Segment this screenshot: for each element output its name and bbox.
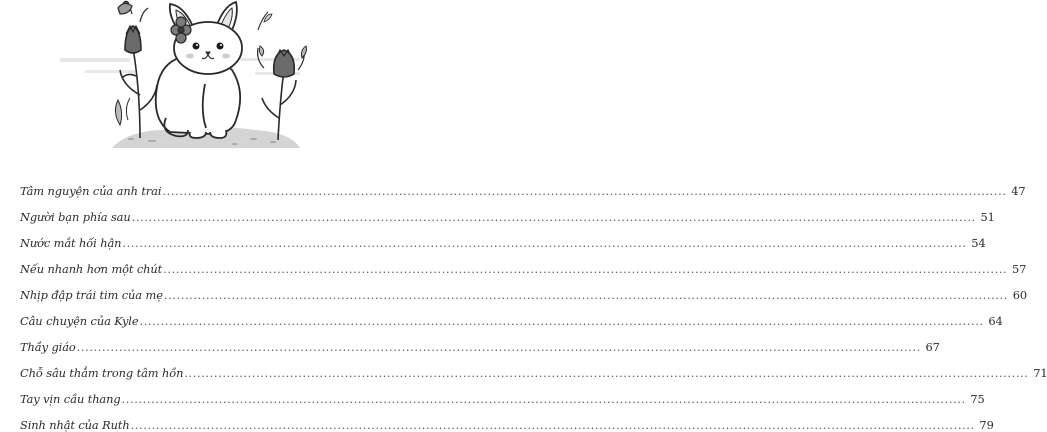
- right-flower: [258, 12, 307, 140]
- toc-entry[interactable]: [20, 306, 1003, 328]
- toc-entry[interactable]: [20, 254, 1027, 276]
- small-bird: [118, 3, 132, 14]
- toc-leader-dots: ........................................................................................................................................................................................................: [163, 262, 1008, 276]
- left-flowers: [115, 2, 157, 139]
- toc-entry-title: Nước mắt hối hận: [20, 236, 122, 250]
- toc-entry-page-number: 54: [971, 236, 986, 250]
- toc-entry-title: Tay vịn cầu thang: [20, 392, 121, 406]
- toc-leader-dots: ........................................................................................................................................................................................................: [121, 392, 966, 406]
- toc-entry-page-number: 51: [980, 210, 995, 224]
- toc-entry-title: Nhịp đập trái tim của mẹ: [20, 288, 163, 302]
- bunny-illustration: [0, 0, 400, 170]
- toc-entry[interactable]: [20, 228, 986, 250]
- toc-entry-page-number: 67: [925, 340, 940, 354]
- toc-entry-page-number: 57: [1011, 262, 1027, 276]
- toc-entry-page-number: 47: [1011, 184, 1026, 198]
- toc-entry-title: Câu chuyện của Kyle: [20, 314, 139, 328]
- toc-entry-title: Thầy giáo: [20, 340, 76, 354]
- toc-entry-title: Tâm nguyện của anh trai: [20, 184, 162, 198]
- toc-leader-dots: ........................................................................................................................................................................................................: [184, 366, 1029, 380]
- toc-entry-page-number: 71: [1033, 366, 1047, 380]
- toc-leader-dots: ........................................................................................................................................................................................................: [122, 236, 967, 250]
- toc-leader-dots: ........................................................................................................................................................................................................: [130, 418, 975, 432]
- toc-entry[interactable]: [20, 358, 1047, 380]
- toc-entry[interactable]: [20, 280, 1027, 302]
- toc-entry-page-number: 64: [988, 314, 1003, 328]
- bunny: [156, 2, 242, 138]
- toc-leader-dots: ........................................................................................................................................................................................................: [162, 184, 1007, 198]
- toc-entry-page-number: 60: [1012, 288, 1027, 302]
- toc-entry[interactable]: [20, 384, 985, 406]
- toc-entry-title: Sinh nhật của Ruth: [20, 418, 130, 432]
- toc-entry-title: Người bạn phía sau: [20, 210, 131, 224]
- toc-entry[interactable]: [20, 332, 940, 354]
- toc-leader-dots: ........................................................................................................................................................................................................: [131, 210, 976, 224]
- toc-leader-dots: ........................................................................................................................................................................................................: [76, 340, 921, 354]
- toc-entry[interactable]: [20, 202, 995, 224]
- toc-entry[interactable]: [20, 176, 1026, 198]
- toc-leader-dots: ........................................................................................................................................................................................................: [139, 314, 984, 328]
- toc-entry-title: Nếu nhanh hơn một chút: [20, 262, 163, 276]
- toc-entry-title: Chỗ sâu thẳm trong tâm hồn: [20, 366, 184, 380]
- toc-entry-page-number: 75: [970, 392, 985, 406]
- toc-leader-dots: ........................................................................................................................................................................................................: [163, 288, 1008, 302]
- toc-entry-page-number: 79: [979, 418, 994, 432]
- toc-entry[interactable]: [20, 410, 994, 432]
